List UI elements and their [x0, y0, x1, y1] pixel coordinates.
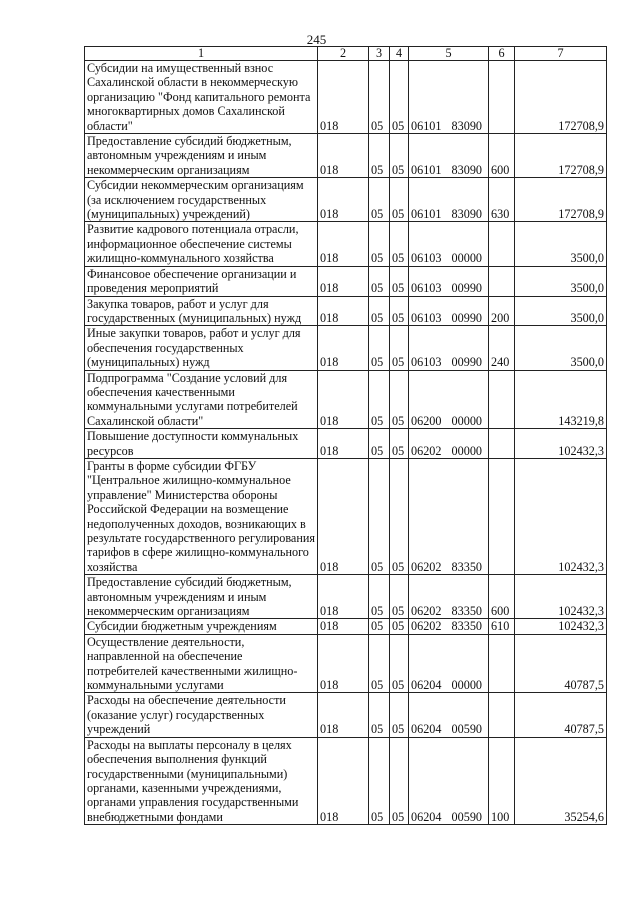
section-code: 05	[369, 370, 390, 429]
subsection-code: 05	[390, 737, 409, 824]
table-row	[85, 326, 607, 370]
direction-code: 00590	[451, 722, 482, 737]
target-article-cell	[409, 575, 489, 619]
table-row	[85, 134, 607, 178]
ministry-code: 018	[318, 634, 369, 693]
row-description: Предоставление субсидий бюджетным, автономным учреждениям и иным некоммерческим организациям	[85, 134, 318, 178]
direction-code: 00000	[451, 443, 482, 458]
direction-code: 00990	[451, 310, 482, 325]
table-row	[85, 266, 607, 296]
expense-type-code	[489, 458, 515, 574]
program-code: 06103	[411, 281, 442, 296]
program-code: 06103	[411, 251, 442, 266]
section-code: 05	[369, 266, 390, 296]
direction-code: 00000	[451, 413, 482, 428]
expense-type-code	[489, 266, 515, 296]
row-description: Финансовое обеспечение организации и проведения мероприятий	[85, 266, 318, 296]
table-row	[85, 737, 607, 824]
subsection-code: 05	[390, 693, 409, 737]
table-row	[85, 429, 607, 459]
ministry-code: 018	[318, 575, 369, 619]
section-code: 05	[369, 737, 390, 824]
direction-code: 83350	[451, 604, 482, 619]
target-article-cell	[409, 266, 489, 296]
ministry-code: 018	[318, 458, 369, 574]
ministry-code: 018	[318, 429, 369, 459]
subsection-code: 05	[390, 370, 409, 429]
direction-code: 00000	[451, 251, 482, 266]
amount: 3500,0	[515, 296, 607, 326]
ministry-code: 018	[318, 61, 369, 134]
program-code: 06101	[411, 207, 442, 222]
section-code: 05	[369, 134, 390, 178]
page-number: 245	[306, 32, 327, 47]
expense-type-code	[489, 429, 515, 459]
column-header-5: 5	[409, 47, 489, 61]
row-description: Предоставление субсидий бюджетным, автономным учреждениям и иным некоммерческим организациям	[85, 575, 318, 619]
ministry-code: 018	[318, 370, 369, 429]
target-article-cell	[409, 61, 489, 134]
column-header-6: 6	[489, 47, 515, 61]
column-header-2: 2	[318, 47, 369, 61]
subsection-code: 05	[390, 619, 409, 634]
section-code: 05	[369, 458, 390, 574]
table-row	[85, 619, 607, 634]
expense-type-code: 100	[489, 737, 515, 824]
amount: 35254,6	[515, 737, 607, 824]
expense-type-code: 610	[489, 619, 515, 634]
row-description: Расходы на выплаты персоналу в целях обеспечения выполнения функций государственными (муниципальными) органами, казенными учреждениями, органами управления государственными внебюджетными фондами	[85, 737, 318, 824]
section-code: 05	[369, 693, 390, 737]
direction-code: 83350	[451, 559, 482, 574]
target-article-cell	[409, 634, 489, 693]
direction-code: 00000	[451, 678, 482, 693]
section-code: 05	[369, 61, 390, 134]
target-article-cell	[409, 296, 489, 326]
table-row	[85, 693, 607, 737]
target-article-cell	[409, 458, 489, 574]
direction-code: 83090	[451, 207, 482, 222]
program-code: 06202	[411, 619, 442, 634]
column-header-1: 1	[85, 47, 318, 61]
table-row	[85, 370, 607, 429]
row-description: Подпрограмма "Создание условий для обеспечения качественными коммунальными услугами потребителей Сахалинской области"	[85, 370, 318, 429]
section-code: 05	[369, 619, 390, 634]
ministry-code: 018	[318, 222, 369, 266]
expense-type-code: 200	[489, 296, 515, 326]
subsection-code: 05	[390, 266, 409, 296]
row-description: Расходы на обеспечение деятельности (оказание услуг) государственных учреждений	[85, 693, 318, 737]
column-header-7: 7	[515, 47, 607, 61]
budget-table	[84, 46, 607, 825]
expense-type-code	[489, 222, 515, 266]
amount: 172708,9	[515, 61, 607, 134]
subsection-code: 05	[390, 296, 409, 326]
section-code: 05	[369, 575, 390, 619]
target-article-cell	[409, 370, 489, 429]
expense-type-code	[489, 693, 515, 737]
column-header-4: 4	[390, 47, 409, 61]
direction-code: 00590	[451, 809, 482, 824]
expense-type-code	[489, 61, 515, 134]
ministry-code: 018	[318, 326, 369, 370]
subsection-code: 05	[390, 429, 409, 459]
amount: 3500,0	[515, 326, 607, 370]
direction-code: 00990	[451, 355, 482, 370]
table-body	[85, 61, 607, 825]
program-code: 06202	[411, 443, 442, 458]
amount: 3500,0	[515, 266, 607, 296]
program-code: 06103	[411, 355, 442, 370]
table-row	[85, 575, 607, 619]
subsection-code: 05	[390, 222, 409, 266]
row-description: Субсидии бюджетным учреждениям	[85, 619, 318, 634]
table-row	[85, 296, 607, 326]
section-code: 05	[369, 178, 390, 222]
program-code: 06101	[411, 118, 442, 133]
subsection-code: 05	[390, 575, 409, 619]
subsection-code: 05	[390, 458, 409, 574]
amount: 40787,5	[515, 693, 607, 737]
expense-type-code: 630	[489, 178, 515, 222]
amount: 102432,3	[515, 458, 607, 574]
amount: 102432,3	[515, 575, 607, 619]
program-code: 06202	[411, 559, 442, 574]
amount: 172708,9	[515, 178, 607, 222]
program-code: 06204	[411, 678, 442, 693]
direction-code: 00990	[451, 281, 482, 296]
amount: 102432,3	[515, 429, 607, 459]
program-code: 06204	[411, 809, 442, 824]
direction-code: 83350	[451, 619, 482, 634]
table-row	[85, 178, 607, 222]
target-article-cell	[409, 222, 489, 266]
row-description: Субсидии некоммерческим организациям (за исключением государственных (муниципальных) учреждений)	[85, 178, 318, 222]
ministry-code: 018	[318, 134, 369, 178]
amount: 143219,8	[515, 370, 607, 429]
subsection-code: 05	[390, 61, 409, 134]
row-description: Повышение доступности коммунальных ресурсов	[85, 429, 318, 459]
direction-code: 83090	[451, 118, 482, 133]
target-article-cell	[409, 178, 489, 222]
column-header-3: 3	[369, 47, 390, 61]
table-row	[85, 222, 607, 266]
direction-code: 83090	[451, 162, 482, 177]
row-description: Иные закупки товаров, работ и услуг для обеспечения государственных (муниципальных) нужд	[85, 326, 318, 370]
section-code: 05	[369, 222, 390, 266]
subsection-code: 05	[390, 134, 409, 178]
expense-type-code: 600	[489, 575, 515, 619]
section-code: 05	[369, 429, 390, 459]
expense-type-code	[489, 634, 515, 693]
target-article-cell	[409, 737, 489, 824]
subsection-code: 05	[390, 326, 409, 370]
row-description: Субсидии на имущественный взнос Сахалинской области в некоммерческую организацию "Фонд капитального ремонта многоквартирных домов Сахалинской области"	[85, 61, 318, 134]
section-code: 05	[369, 634, 390, 693]
amount: 172708,9	[515, 134, 607, 178]
expense-type-code	[489, 370, 515, 429]
amount: 3500,0	[515, 222, 607, 266]
section-code: 05	[369, 326, 390, 370]
expense-type-code: 240	[489, 326, 515, 370]
target-article-cell	[409, 693, 489, 737]
target-article-cell	[409, 619, 489, 634]
ministry-code: 018	[318, 266, 369, 296]
program-code: 06103	[411, 310, 442, 325]
row-description: Осуществление деятельности, направленной на обеспечение потребителей качественными жилищно-коммунальными услугами	[85, 634, 318, 693]
row-description: Гранты в форме субсидии ФГБУ "Центральное жилищно-коммунальное управление" Министерства обороны Российской Федерации на возмещение недополученных доходов, возникающих в результате государственного регулирования тарифов в сфере жилищно-коммунального хозяйства	[85, 458, 318, 574]
ministry-code: 018	[318, 693, 369, 737]
row-description: Закупка товаров, работ и услуг для государственных (муниципальных) нужд	[85, 296, 318, 326]
subsection-code: 05	[390, 634, 409, 693]
program-code: 06200	[411, 413, 442, 428]
table-row	[85, 61, 607, 134]
subsection-code: 05	[390, 178, 409, 222]
expense-type-code: 600	[489, 134, 515, 178]
row-description: Развитие кадрового потенциала отрасли, информационное обеспечение системы жилищно-коммунального хозяйства	[85, 222, 318, 266]
ministry-code: 018	[318, 737, 369, 824]
target-article-cell	[409, 326, 489, 370]
column-number-row	[85, 47, 607, 61]
target-article-cell	[409, 429, 489, 459]
table-row	[85, 634, 607, 693]
amount: 40787,5	[515, 634, 607, 693]
program-code: 06204	[411, 722, 442, 737]
program-code: 06101	[411, 162, 442, 177]
section-code: 05	[369, 296, 390, 326]
ministry-code: 018	[318, 296, 369, 326]
ministry-code: 018	[318, 178, 369, 222]
amount: 102432,3	[515, 619, 607, 634]
program-code: 06202	[411, 604, 442, 619]
ministry-code: 018	[318, 619, 369, 634]
target-article-cell	[409, 134, 489, 178]
table-row	[85, 458, 607, 574]
